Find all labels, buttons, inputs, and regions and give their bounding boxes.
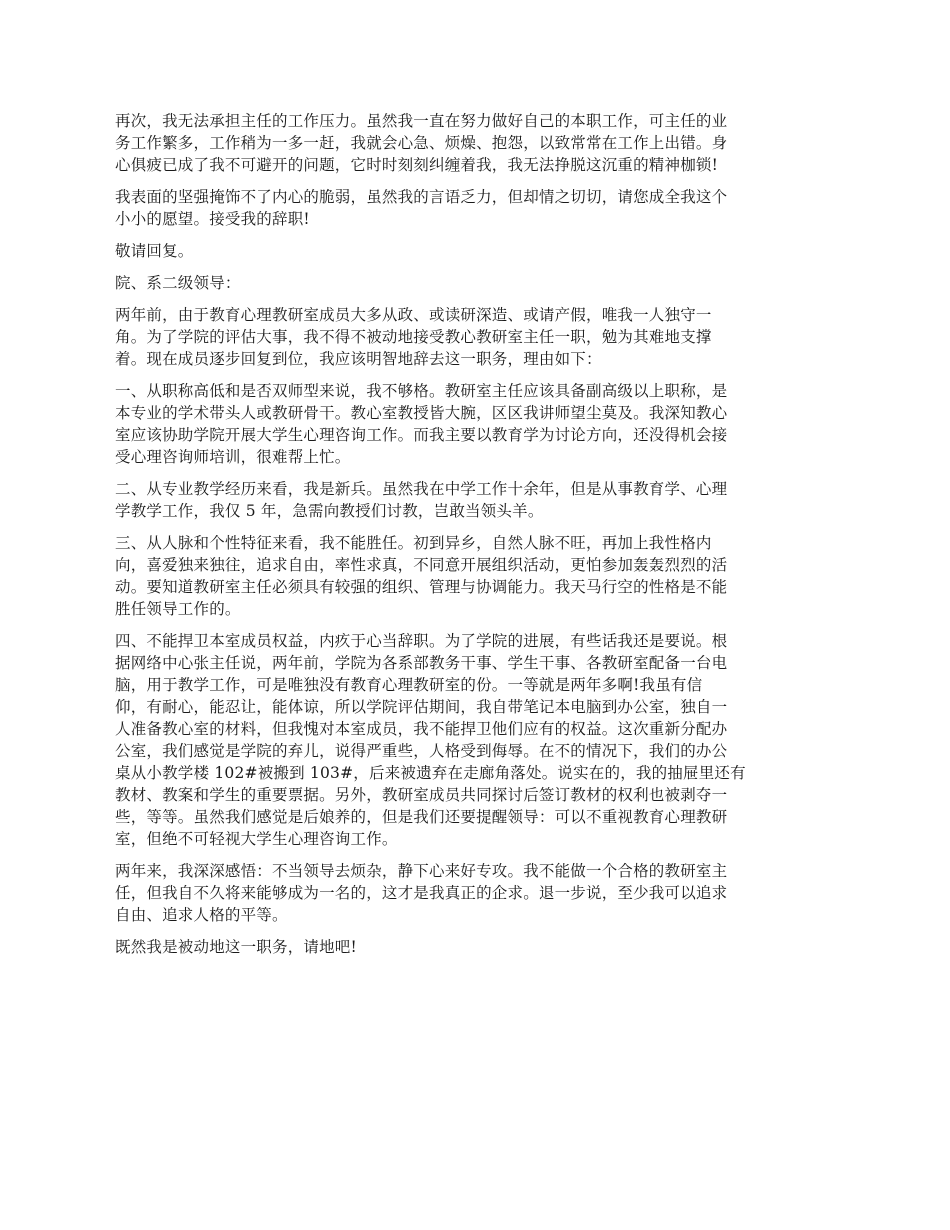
- paragraph-pressure: 再次，我无法承担主任的工作压力。虽然我一直在努力做好自己的本职工作，可主任的业 务工作繁多，工作稍为一多一赶，我就会心急、烦燥、抱怨，以致常常在工作上出错。身 心俱疲已成了我不可避开的问题，它时时刻刻纠缠着我，我无法挣脱这沉重的精神枷锁!: [115, 112, 728, 174]
- paragraph-reason-4: 四、不能捍卫本室成员权益，内疚于心当辞职。为了学院的进展，有些话我还是要说。根 据网络中心张主任说，两年前，学院为各系部教务干事、学生干事、各教研室配备一台电 脑，用于教学工作，可是唯独没有教育心理教研室的份。一等就是两年多啊!我虽有信 仰，有耐心，能忍让，能体谅，所以学院评估期间，我自带笔记本电脑到办公室，独自一 人准备教心室的材料，但我愧对本室成员，我不能捍卫他们应有的权益。这次重新分配办 公室，我们感觉是学院的弃儿，说得严重些，人格受到侮辱。在不的情况下，我们的办公 桌从小教学楼 102#被搬到 103#，后来被遗弃在走廊角落处。说实在的，我的抽屉里还有 教材、教案和学生的重要票据。另外，教研室成员共同探讨后签订教材的权利也被剥夺一 些，等等。虽然我们感觉是后娘养的，但是我们还要提醒领导：可以不重视教育心理教研 室，但绝不可轻视大学生心理咨询工作。: [115, 632, 746, 848]
- paragraph-reason-1: 一、从职称高低和是否双师型来说，我不够格。教研室主任应该具备副高级以上职称，是 本专业的学术带头人或教研骨干。教心室教授皆大腕，区区我讲师望尘莫及。我深知教心 室应该协助学院开展大学生心理咨询工作。而我主要以教育学为讨论方向，还没得机会接 受心理咨询师培训，很难帮上忙。: [115, 382, 728, 466]
- document-body: [115, 110, 841, 968]
- paragraph-reason-2: 二、从专业教学经历来看，我是新兵。虽然我在中学工作十余年，但是从事教育学、心理 学教学工作，我仅 5 年，急需向教授们讨教，岂敢当领头羊。: [115, 480, 728, 520]
- paragraph-reason-3: 三、从人脉和个性特征来看，我不能胜任。初到异乡，自然人脉不旺，再加上我性格内 向，喜爱独来独往，追求自由，率性求真，不同意开展组织活动，更怕参加轰轰烈烈的活 动。要知道教研室主任必须具有较强的组织、管理与协调能力。我天马行空的性格是不能 胜任领导工作的。: [115, 534, 728, 618]
- paragraph-closing-request: 敬请回复。: [115, 242, 194, 260]
- paragraph-final: 既然我是被动地这一职务，请地吧!: [115, 938, 357, 956]
- paragraph-salutation: 院、系二级领导：: [115, 274, 241, 292]
- paragraph-reflection: 两年来，我深深感悟：不当领导去烦杂，静下心来好专攻。我不能做一个合格的教研室主 任，但我自不久将来能够成为一名的，这才是我真正的企求。退一步说，至少我可以追求 自由、追求人格的平等。: [115, 862, 728, 924]
- paragraph-intro: 两年前，由于教育心理教研室成员大多从政、或读研深造、或请产假，唯我一人独守一 角。为了学院的评估大事，我不得不被动地接受教心教研室主任一职，勉为其难地支撑 着。现在成员逐步回复到位，我应该明智地辞去这一职务，理由如下：: [115, 306, 712, 368]
- paragraph-wish: 我表面的坚强掩饰不了内心的脆弱，虽然我的言语乏力，但却情之切切，请您成全我这个 小小的愿望。接受我的辞职!: [115, 188, 728, 228]
